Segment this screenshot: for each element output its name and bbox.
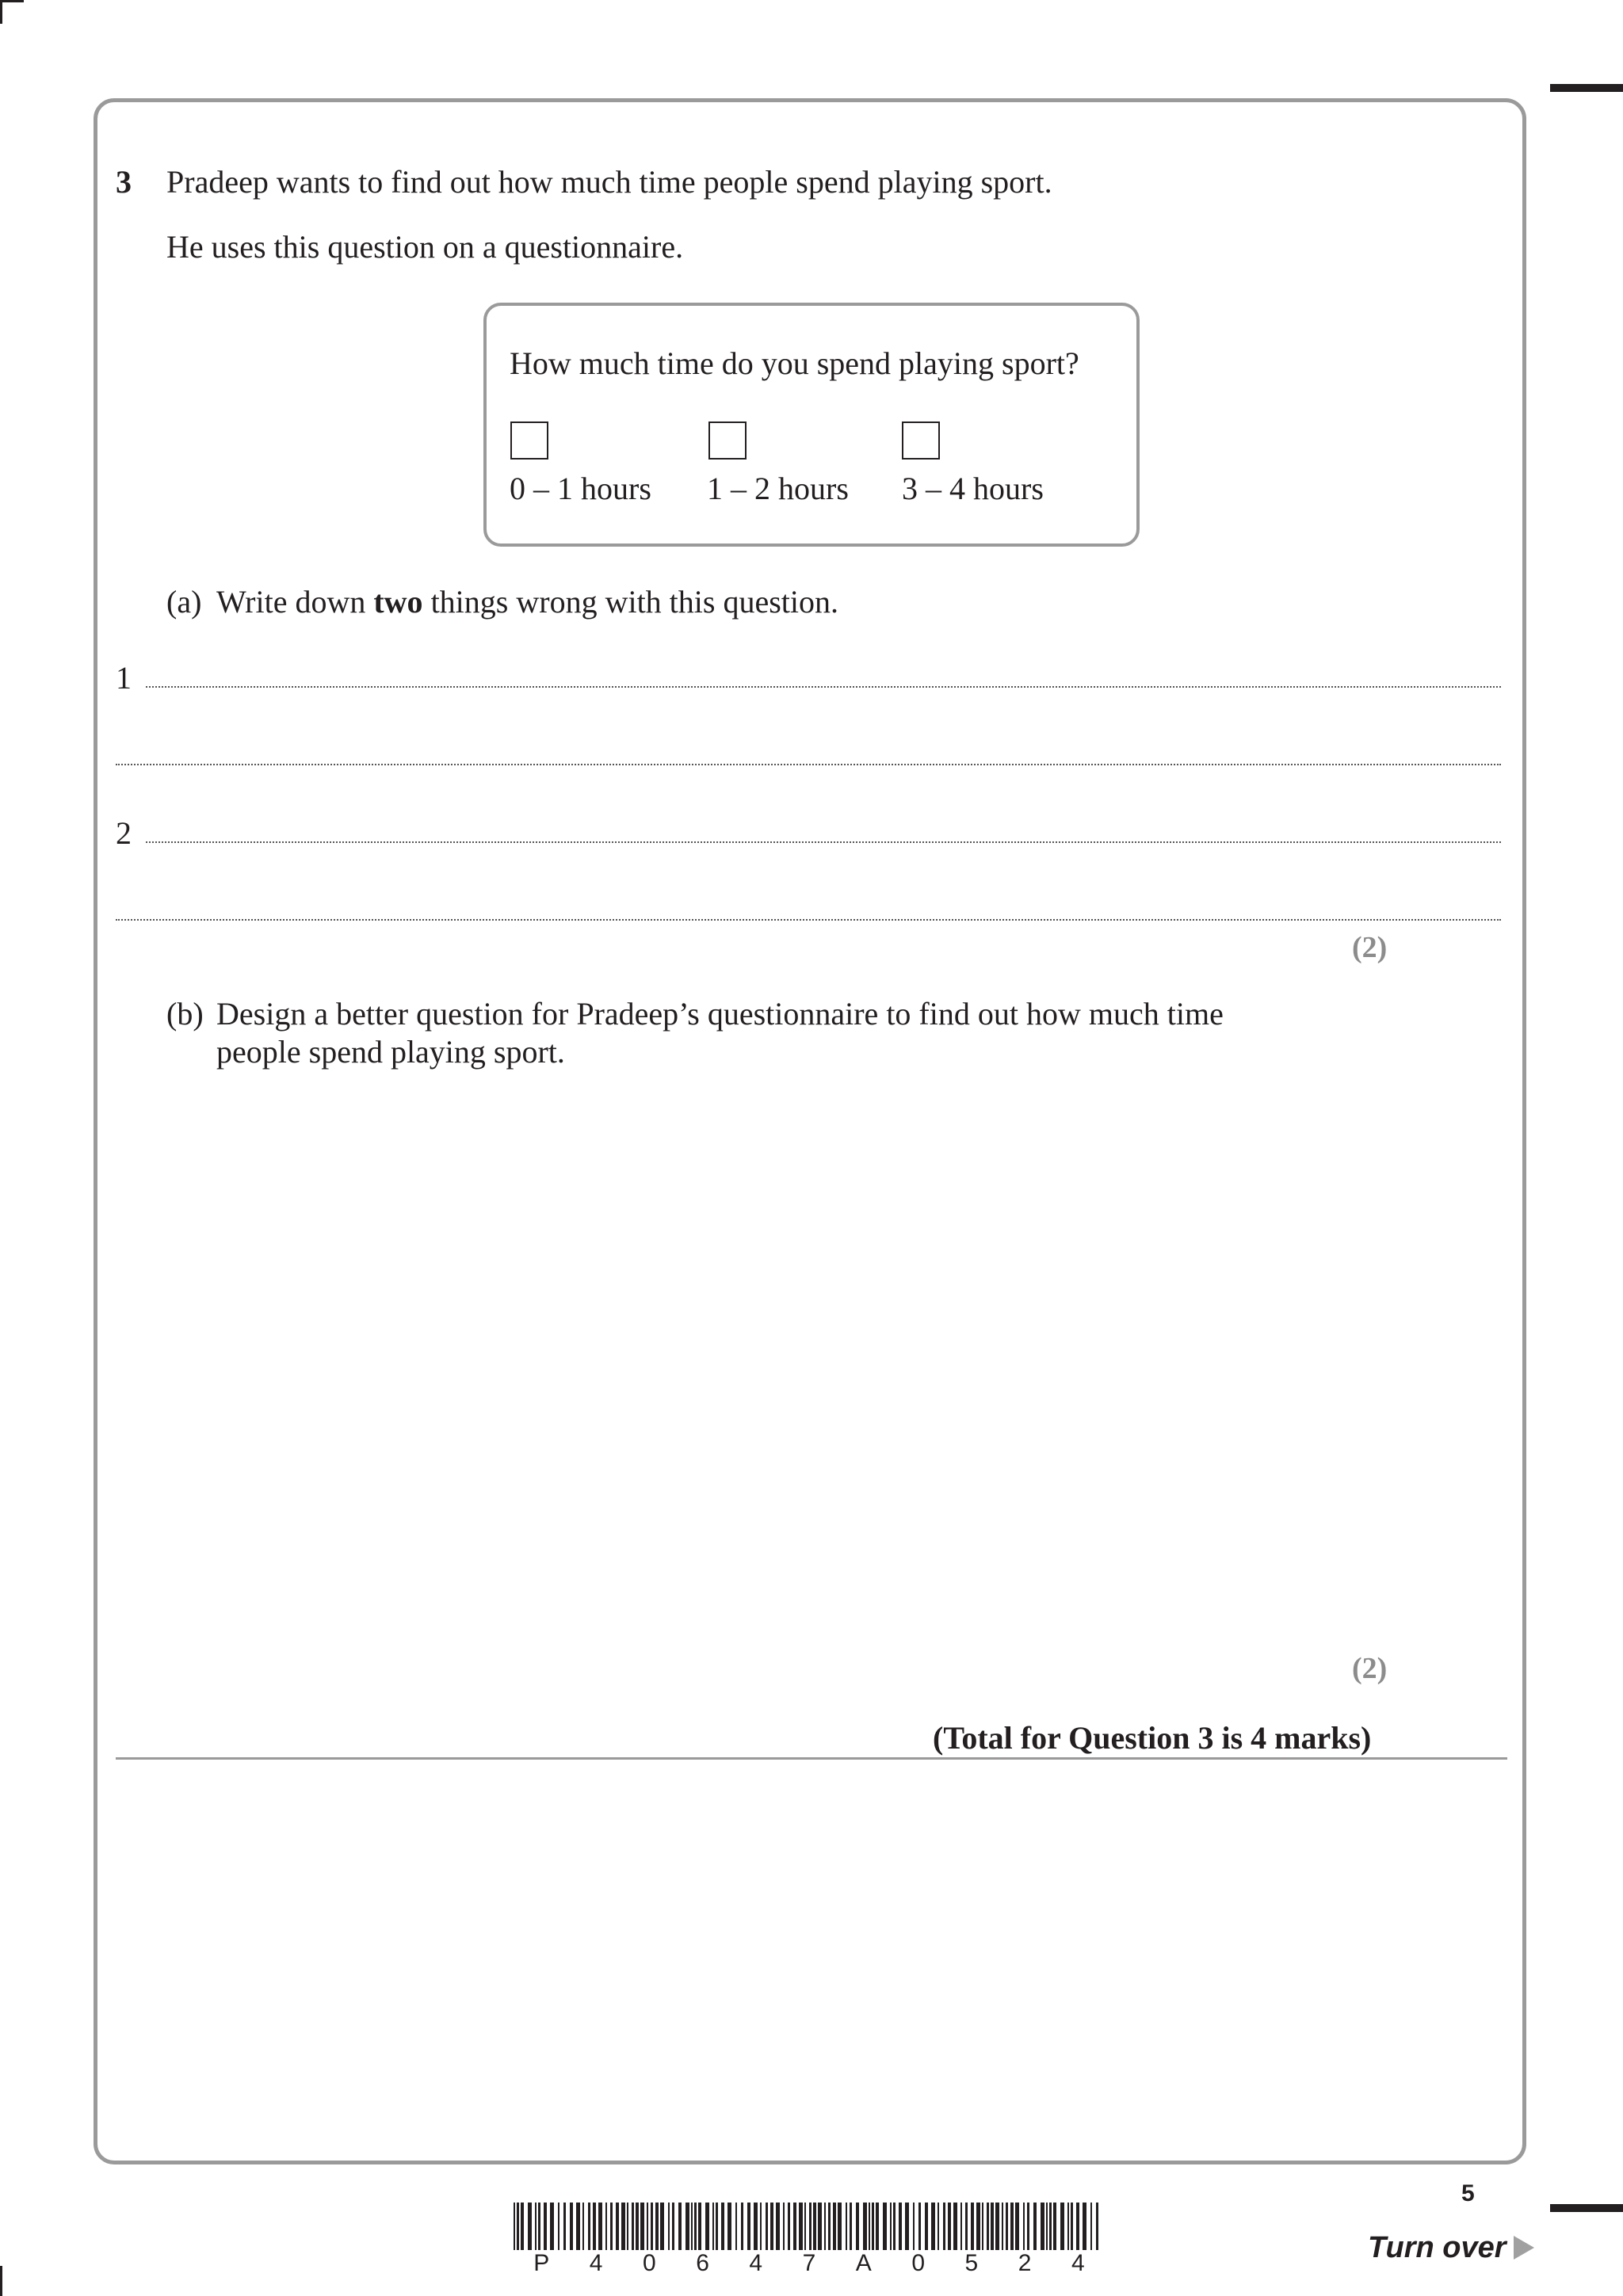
barcode-bar: [788, 2203, 790, 2250]
barcode-char: P: [533, 2250, 550, 2276]
survey-prompt: How much time do you spend playing sport?: [510, 345, 1079, 381]
page-number: 5: [1461, 2180, 1475, 2206]
barcode-bar: [521, 2203, 524, 2250]
barcode-bar: [931, 2203, 935, 2250]
barcode-bar: [976, 2203, 980, 2250]
barcode-bar: [593, 2203, 596, 2250]
barcode-text: [514, 2250, 1105, 2277]
barcode-bar: [668, 2203, 670, 2250]
barcode-bar: [1090, 2203, 1092, 2250]
part-a-text-bold: two: [373, 584, 423, 620]
barcode-bar: [960, 2203, 962, 2250]
answer-line-2b[interactable]: [116, 919, 1501, 921]
barcode-bar: [721, 2203, 724, 2250]
barcode-bar: [1006, 2203, 1008, 2250]
total-divider: [116, 1757, 1507, 1760]
barcode-bar: [621, 2203, 625, 2250]
barcode-bar: [616, 2203, 619, 2250]
barcode-bar: [678, 2203, 682, 2250]
barcode-bar: [799, 2203, 803, 2250]
answer-line-1a[interactable]: [146, 686, 1501, 688]
barcode-bar: [971, 2203, 974, 2250]
barcode-bar: [965, 2203, 968, 2250]
barcode-bar: [818, 2203, 822, 2250]
barcode-bar: [698, 2203, 701, 2250]
barcode-bar: [582, 2203, 584, 2250]
barcode-char: 4: [1071, 2250, 1085, 2276]
barcode-char: 4: [589, 2250, 603, 2276]
barcode-bar: [1010, 2203, 1014, 2250]
part-b-marks: (2): [1352, 1652, 1388, 1685]
part-a-marks: (2): [1352, 931, 1388, 964]
barcode-bar: [813, 2203, 816, 2250]
barcode-bar: [890, 2203, 892, 2250]
barcode-bar: [1041, 2203, 1044, 2250]
barcode-bar: [1046, 2203, 1048, 2250]
barcode-bar: [627, 2203, 628, 2250]
barcode-bar: [685, 2203, 689, 2250]
margin-bar-bottom-right: [1550, 2204, 1623, 2212]
barcode-bar: [588, 2203, 590, 2250]
barcode-bar: [1096, 2203, 1098, 2250]
barcode-bar: [514, 2203, 515, 2250]
barcode-bar: [883, 2203, 887, 2250]
question-intro: Pradeep wants to find out how much time people spend playing sport.: [166, 164, 1052, 200]
barcode-bar: [991, 2203, 994, 2250]
barcode-bar: [987, 2203, 989, 2250]
barcode-bar: [727, 2203, 731, 2250]
barcode-char: 4: [749, 2250, 763, 2276]
barcode-bar: [982, 2203, 983, 2250]
barcode-bar: [610, 2203, 613, 2250]
barcode-bar: [925, 2203, 928, 2250]
checkbox-option-3[interactable]: [902, 421, 940, 460]
barcode-bar: [1027, 2203, 1029, 2250]
barcode-bar: [943, 2203, 945, 2250]
barcode-bar: [918, 2203, 921, 2250]
barcode-bar: [838, 2203, 842, 2250]
answer-line-label-2: 2: [116, 815, 132, 851]
barcode-bar: [1060, 2203, 1064, 2250]
barcode-bar: [651, 2203, 653, 2250]
barcode-bar: [517, 2203, 519, 2250]
margin-bar-top-right: [1550, 84, 1623, 92]
barcode-bar: [538, 2203, 540, 2250]
barcode-bar: [833, 2203, 836, 2250]
barcode-bar: [1071, 2203, 1073, 2250]
barcode-bar: [872, 2203, 874, 2250]
checkbox-option-2[interactable]: [708, 421, 747, 460]
barcode-bar: [1015, 2203, 1019, 2250]
crop-mark-bottom-left: [0, 2266, 2, 2296]
barcode-bar: [905, 2203, 909, 2250]
barcode-bar: [544, 2203, 547, 2250]
barcode-bar: [856, 2203, 859, 2250]
question-total: (Total for Question 3 is 4 marks): [933, 1720, 1372, 1756]
barcode-bar: [1083, 2203, 1086, 2250]
barcode-bar: [899, 2203, 902, 2250]
barcode-bar: [776, 2203, 780, 2250]
barcode-bar: [793, 2203, 796, 2250]
barcode-char: A: [855, 2250, 872, 2276]
barcode-bar: [741, 2203, 743, 2250]
barcode-bar: [1002, 2203, 1003, 2250]
barcode-char: 7: [802, 2250, 816, 2276]
answer-line-1b[interactable]: [116, 764, 1501, 765]
barcode-bar: [694, 2203, 697, 2250]
barcode-char: 0: [911, 2250, 926, 2276]
barcode-bar: [869, 2203, 870, 2250]
barcode-bar: [760, 2203, 762, 2250]
barcode-bar: [1023, 2203, 1025, 2250]
barcode-bar: [783, 2203, 785, 2250]
barcode-bar: [766, 2203, 768, 2250]
barcode-bar: [558, 2203, 559, 2250]
checkbox-option-1[interactable]: [510, 421, 548, 460]
survey-option-label-3: 3 – 4 hours: [902, 471, 1044, 506]
barcode-char: 5: [964, 2250, 979, 2276]
barcode-bar: [1067, 2203, 1069, 2250]
barcode-bar: [632, 2203, 634, 2250]
part-a-text-before: Write down: [216, 584, 374, 620]
part-b-answer-area[interactable]: [116, 1085, 1507, 1640]
barcode-bar: [1076, 2203, 1079, 2250]
barcode-bar: [636, 2203, 639, 2250]
barcode-bar: [1053, 2203, 1056, 2250]
barcode-bar: [691, 2203, 693, 2250]
barcode-bar: [948, 2203, 951, 2250]
barcode: [514, 2203, 1105, 2250]
barcode-bar: [953, 2203, 957, 2250]
barcode-bar: [640, 2203, 644, 2250]
barcode-bar: [850, 2203, 852, 2250]
barcode-bar: [705, 2203, 709, 2250]
barcode-char: 2: [1018, 2250, 1032, 2276]
barcode-bar: [1049, 2203, 1052, 2250]
barcode-bar: [563, 2203, 566, 2250]
barcode-bar: [660, 2203, 664, 2250]
triangle-right-icon: [1514, 2236, 1534, 2260]
barcode-bar: [938, 2203, 939, 2250]
barcode-bar: [647, 2203, 648, 2250]
survey-option-label-2: 1 – 2 hours: [707, 471, 849, 506]
part-b-line-2: people spend playing sport.: [216, 1034, 565, 1070]
barcode-char: 6: [696, 2250, 709, 2276]
barcode-bar: [716, 2203, 718, 2250]
barcode-bar: [863, 2203, 867, 2250]
part-a-instruction: [216, 583, 838, 621]
part-b-line-1: Design a better question for Pradeep’s questionnaire to find out how much time: [216, 996, 1224, 1032]
barcode-bar: [846, 2203, 847, 2250]
part-b-label: (b): [166, 996, 204, 1032]
barcode-bar: [576, 2203, 580, 2250]
barcode-bar: [995, 2203, 999, 2250]
barcode-bar: [824, 2203, 826, 2250]
crop-mark-top-left-horizontal: [0, 0, 24, 2]
part-a-text-after: things wrong with this question.: [422, 584, 839, 620]
barcode-bar: [1033, 2203, 1037, 2250]
barcode-bar: [570, 2203, 573, 2250]
barcode-bar: [712, 2203, 714, 2250]
barcode-bar: [735, 2203, 737, 2250]
barcode-bar: [605, 2203, 607, 2250]
barcode-bar: [809, 2203, 812, 2250]
barcode-bar: [804, 2203, 806, 2250]
survey-option-label-1: 0 – 1 hours: [510, 471, 651, 506]
part-a-label: (a): [166, 584, 202, 620]
question-uses: He uses this question on a questionnaire.: [166, 229, 684, 265]
barcode-bar: [747, 2203, 750, 2250]
crop-mark-top-left-vertical: [0, 0, 2, 24]
barcode-bar: [550, 2203, 554, 2250]
question-number: 3: [116, 164, 132, 200]
answer-line-2a[interactable]: [146, 841, 1501, 843]
barcode-bar: [913, 2203, 915, 2250]
barcode-bar: [893, 2203, 896, 2250]
barcode-bar: [876, 2203, 879, 2250]
barcode-bar: [672, 2203, 674, 2250]
answer-line-label-1: 1: [116, 660, 132, 696]
barcode-bar: [770, 2203, 773, 2250]
barcode-bar: [535, 2203, 537, 2250]
barcode-bar: [528, 2203, 532, 2250]
barcode-bar: [828, 2203, 831, 2250]
barcode-bar: [598, 2203, 602, 2250]
barcode-bar: [655, 2203, 659, 2250]
turn-over-label: Turn over: [1368, 2231, 1507, 2264]
barcode-bar: [754, 2203, 758, 2250]
survey-question-box: [483, 303, 1140, 547]
barcode-char: 0: [642, 2250, 656, 2276]
